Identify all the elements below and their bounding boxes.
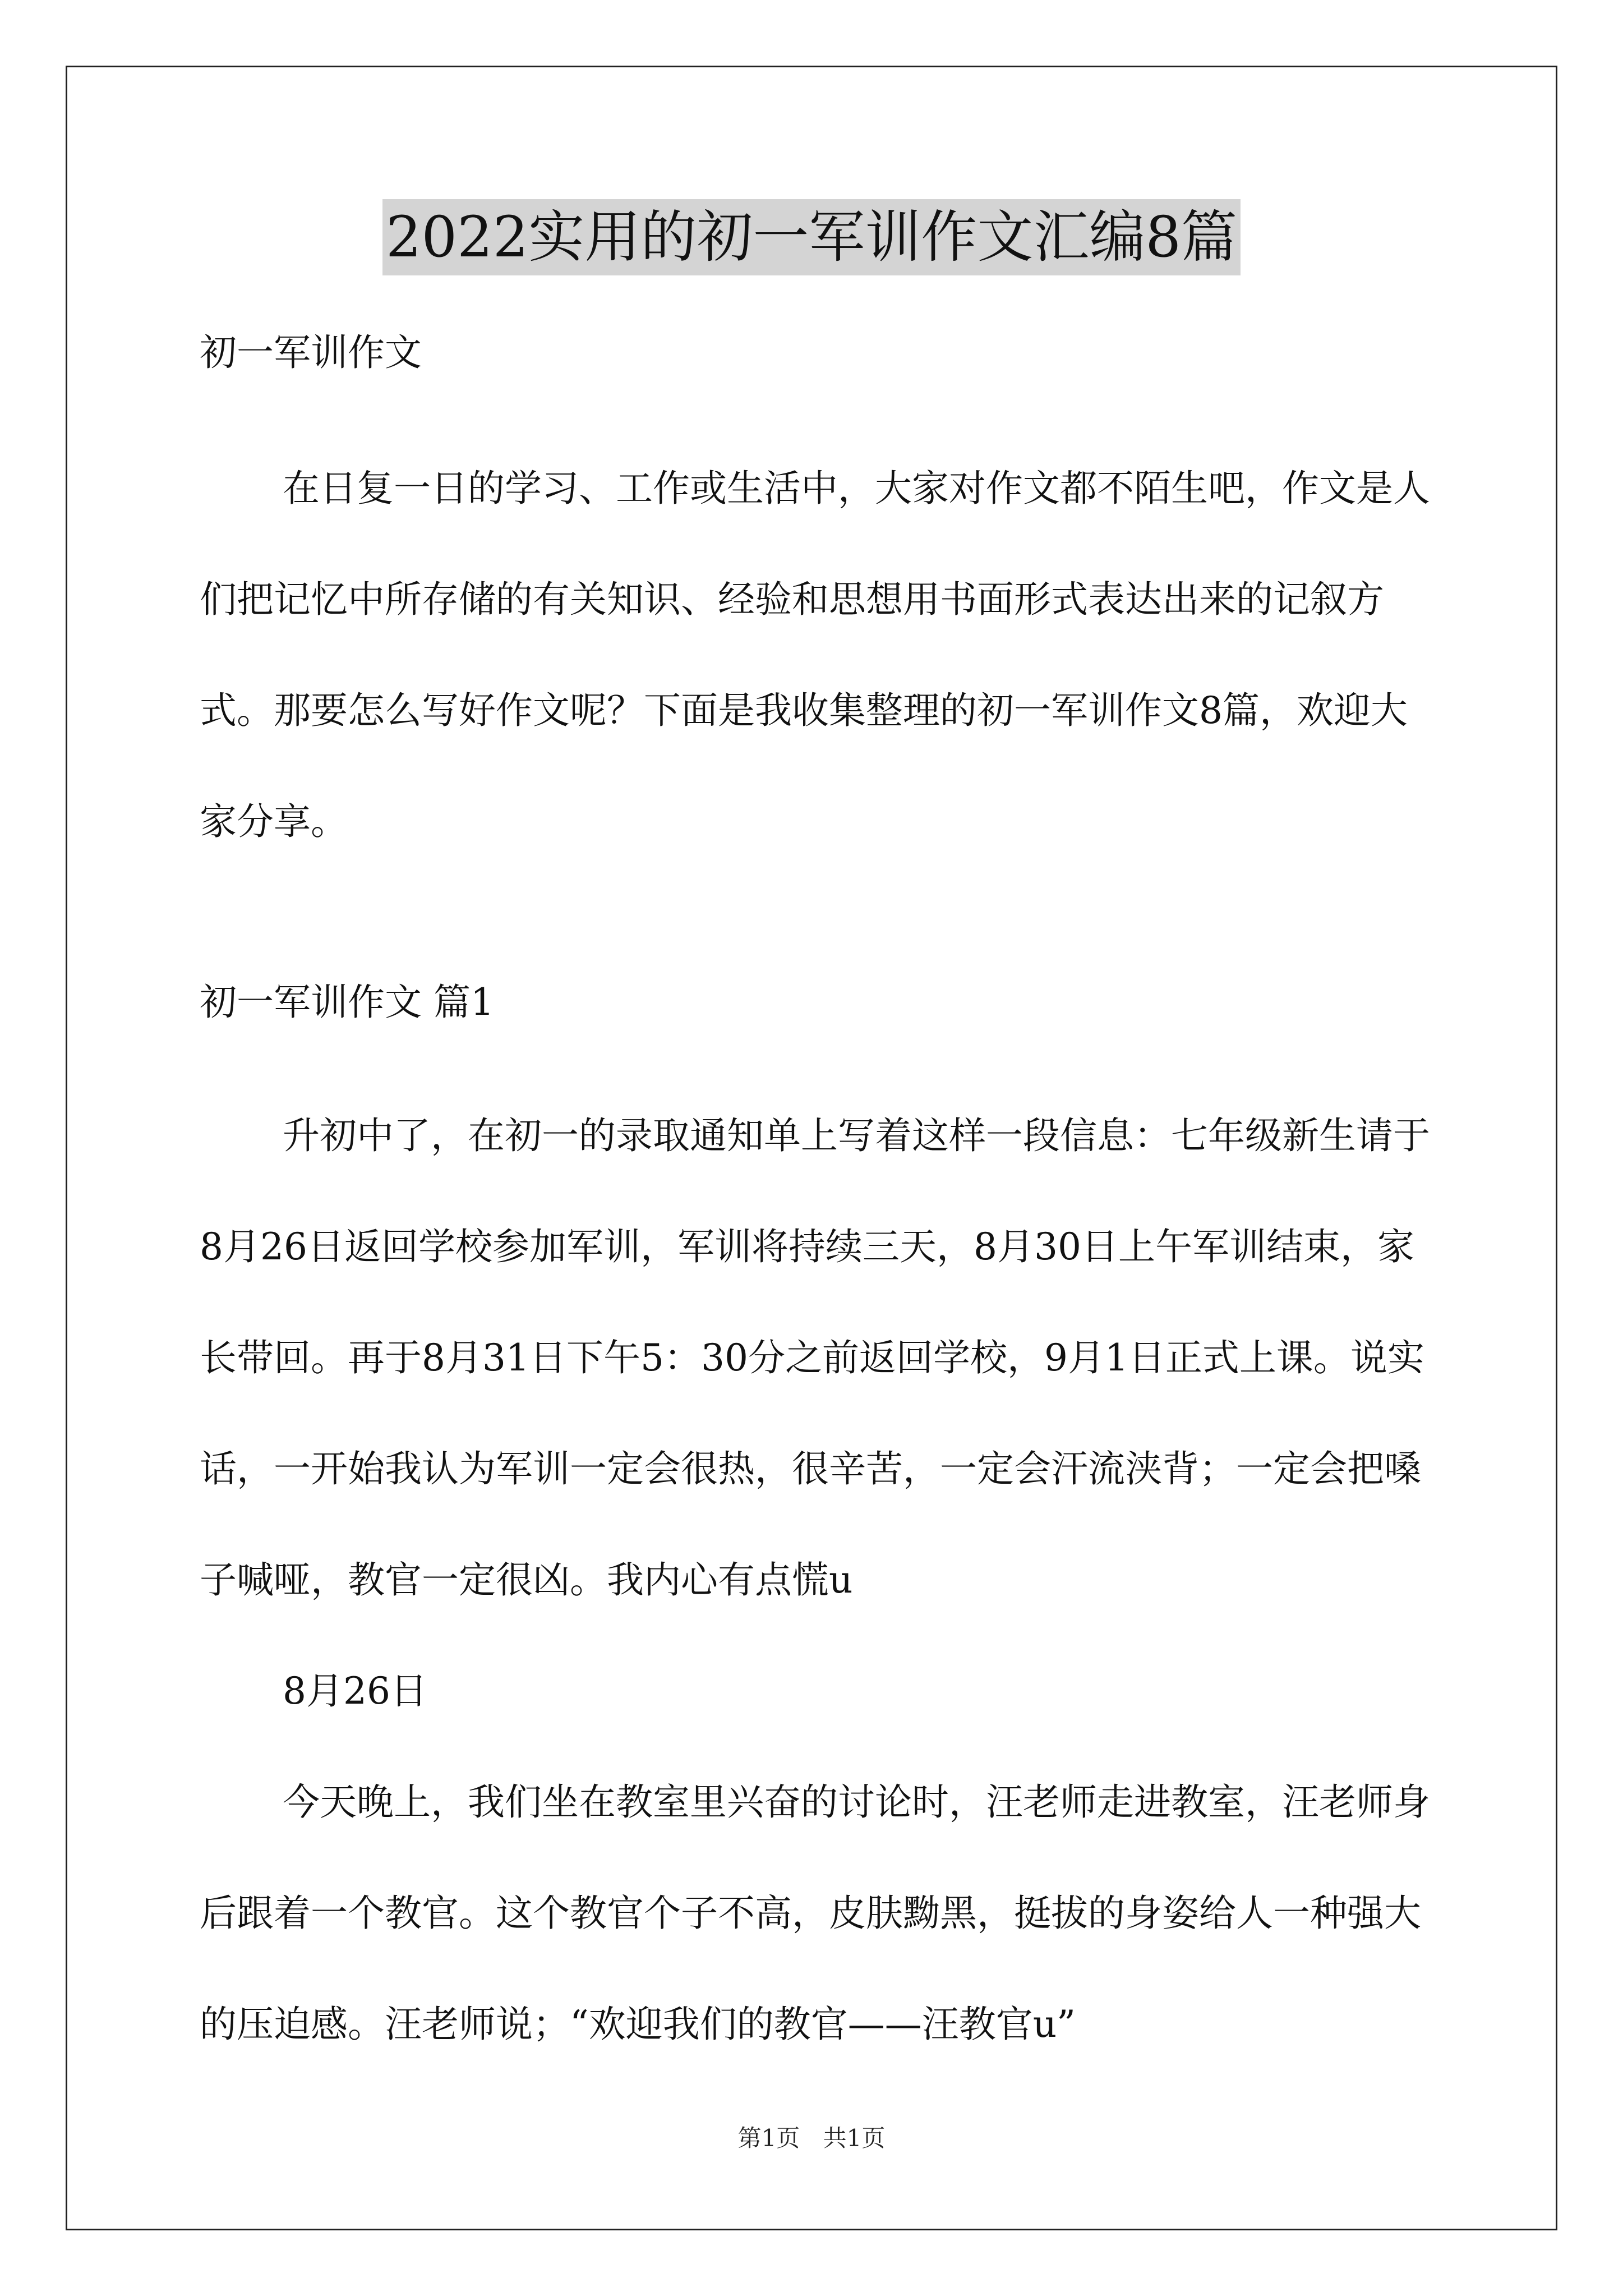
title-container xyxy=(0,199,1623,275)
intro-paragraph: 在日复一日的学习、工作或生活中，大家对作文都不陌生吧，作文是人们把记忆中所存储的有关知识、经验和思想用书面形式表达出来的记叙方式。那要怎么写好作文呢？下面是我收集整理的初一军训作文8篇，欢迎大家分享。 xyxy=(200,467,1430,843)
page-total: 共1页 xyxy=(823,2124,886,2152)
essay-paragraph: 今天晚上，我们坐在教室里兴奋的讨论时，汪老师走进教室，汪老师身后跟着一个教官。这个教官个子不高，皮肤黝黑，挺拔的身姿给人一种强大的压迫感。汪老师说；“欢迎我们的教官——汪教官u” xyxy=(200,1780,1430,2046)
essay-heading: 初一军训作文 篇1 xyxy=(200,981,494,1024)
page-footer xyxy=(0,2122,1623,2155)
intro-heading: 初一军训作文 xyxy=(200,331,422,374)
essay-paragraph: 升初中了，在初一的录取通知单上写着这样一段信息：七年级新生请于8月26日返回学校参加军训，军训将持续三天，8月30日上午军训结束，家长带回。再于8月31日下午5：30分之前返回学校，9月1日正式上课。说实话，一开始我认为军训一定会很热，很辛苦，一定会汗流浃背；一定会把嗓子喊哑，教官一定很凶。我内心有点慌u xyxy=(200,1114,1430,1602)
document-title: 2022实用的初一军训作文汇编8篇 xyxy=(382,199,1241,275)
document-body xyxy=(200,303,1439,2080)
essay-date-line: 8月26日 xyxy=(283,1669,427,1713)
page-number: 第1页 xyxy=(737,2124,800,2152)
